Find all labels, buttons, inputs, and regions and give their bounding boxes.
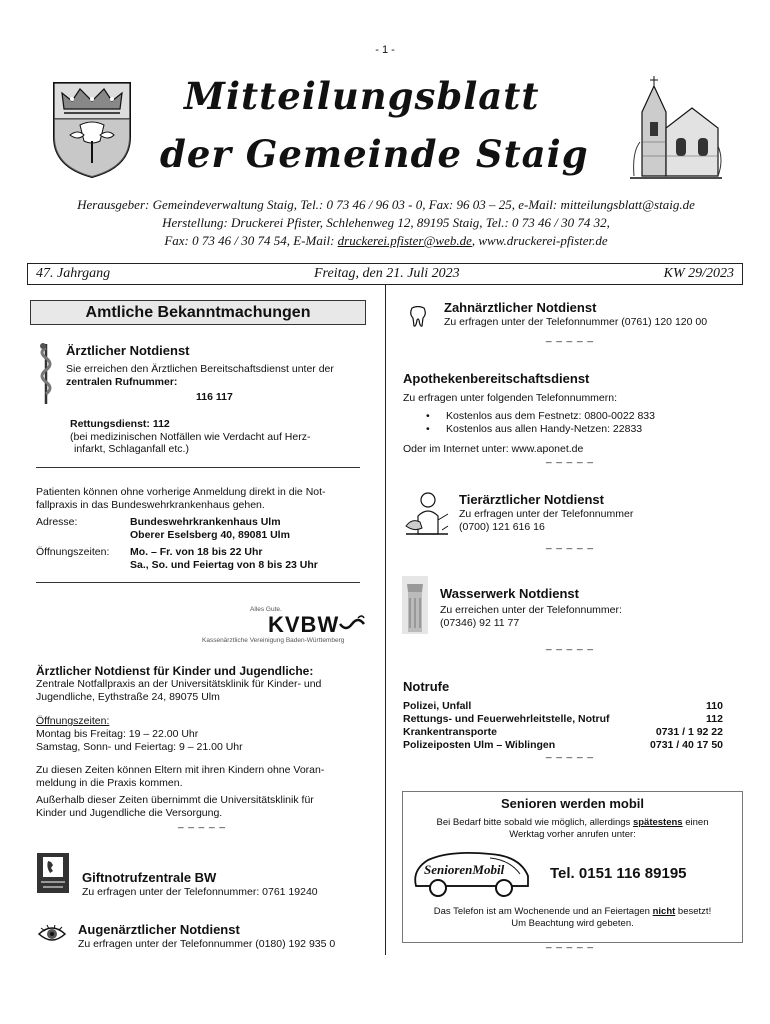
senioren-footer1-a: Das Telefon ist am Wochenende und an Feiertagen [433,906,653,917]
kinder-heading: Ärztlicher Notdienst für Kinder und Jugendliche: [36,664,314,678]
masthead-title-line2: der Gemeinde Staig [160,132,589,176]
kvbw-logo: KVBW [268,612,340,637]
kvbw-tagline: Alles Gute. [250,606,282,613]
senioren-heading: Senioren werden mobil [500,796,645,811]
rettungsdienst-text2: infarkt, Schlaganfall etc.) [74,443,189,455]
divider [36,582,360,583]
senioren-footer1-emphasis: nicht [652,906,676,917]
church-illustration-icon [628,72,724,182]
divider [36,467,360,468]
aerztlich-rufnummer-label: zentralen Rufnummer: [66,376,178,388]
separator: _ _ _ _ _ [178,818,226,829]
coat-of-arms-icon [50,79,134,179]
apotheke-web: Oder im Internet unter: www.aponet.de [403,443,584,455]
volume-label: 47. Jahrgang [36,266,111,281]
publisher-website: , www.druckerei-pfister.de [471,233,608,248]
water-tower-icon [402,576,428,634]
notruf-label: Polizeiposten Ulm – Wiblingen [403,739,556,751]
aerztlich-text: Sie erreichen den Ärztlichen Bereitschaftsdienst unter der [66,363,334,375]
senioren-car-label: SeniorenMobil [424,862,505,877]
notruf-row [403,713,723,726]
notruf-label: Polizei, Unfall [403,700,472,712]
notruf-number: 0731 / 1 92 22 [655,726,723,738]
gift-heading: Giftnotrufzentrale BW [82,870,217,885]
praxis-text2: fallpraxis in das Bundeswehrkrankenhaus gehen. [36,499,265,511]
kvbw-logo-swoosh-icon [338,612,366,634]
kvbw-subtitle: Kassenärztliche Vereinigung Baden-Württemberg [202,637,345,644]
senioren-footer1-c: besetzt! [675,906,712,917]
zeiten-line2: Sa., So. und Feiertag von 8 bis 23 Uhr [130,559,318,571]
rettungsdienst-title: Rettungsdienst: 112 [70,418,170,430]
kinder-zeiten-label: Öffnungszeiten: [36,715,110,727]
senioren-text1-a: Bei Bedarf bitte sobald wie möglich, allerdings [436,817,633,828]
eye-icon [37,924,67,944]
poison-hotline-phone-icon [37,853,69,893]
publisher-line2: Herstellung: Druckerei Pfister, Schlehenweg 12, 89195 Staig, Tel.: 0 73 46 / 30 74 32, [162,215,610,230]
kinder-paragraph2-cont: Kinder und Jugendliche die Versorgung. [36,807,223,819]
separator: _ _ _ _ _ [546,748,594,759]
apotheke-heading: Apothekenbereitschaftsdienst [403,371,590,386]
notruf-number: 112 [706,713,723,725]
zeiten-label: Öffnungszeiten: [36,546,110,558]
gift-text: Zu erfragen unter der Telefonnummer: 0761 19240 [82,886,318,898]
medical-staff-icon [36,340,56,406]
publisher-fax: Fax: 0 73 46 / 30 74 54, E-Mail: [164,233,338,248]
separator: _ _ _ _ _ [546,938,594,949]
separator: _ _ _ _ _ [546,453,594,464]
apotheke-text: Zu erfragen unter folgenden Telefonnummern: [403,392,618,404]
issue-info-bar [27,263,743,285]
notruf-row [403,700,723,713]
senioren-text1 [402,817,743,828]
senioren-text2: Werktag vorher anrufen unter: [509,829,636,840]
veterinarian-icon [404,490,450,536]
adresse-label: Adresse: [36,516,78,528]
separator: _ _ _ _ _ [546,640,594,651]
tooth-icon [409,306,427,328]
list-item: • Kostenlos aus dem Festnetz: 0800-0022 833 [446,410,655,423]
tier-text2: (0700) 121 616 16 [459,521,545,533]
separator: _ _ _ _ _ [546,332,594,343]
section-title: Amtliche Bekanntmachungen [30,300,366,325]
tier-heading: Tierärztlicher Notdienst [459,492,604,507]
augen-text: Zu erfragen unter der Telefonnummer (0180) 192 935 0 [78,938,336,950]
tier-text1: Zu erfragen unter der Telefonnummer [459,508,634,520]
calendar-week: KW 29/2023 [663,266,734,281]
senioren-text1-c: einen [682,817,709,828]
notrufe-heading: Notrufe [403,679,450,694]
separator: _ _ _ _ _ [546,539,594,550]
notruf-label: Krankentransporte [403,726,497,738]
kinder-paragraph1-cont: meldung in die Praxis kommen. [36,777,183,789]
notruf-row [403,726,723,739]
publisher-email-link[interactable]: druckerei.pfister@web.de [337,233,472,248]
zahn-heading: Zahnärztlicher Notdienst [444,300,597,315]
senioren-phone: Tel. 0151 116 89195 [550,865,687,882]
publisher-line1: Herausgeber: Gemeindeverwaltung Staig, Tel.: 0 73 46 / 96 03 - 0, Fax: 96 03 – 25, e-Mail: mitteilungsblatt@staig.de [77,197,695,212]
zahn-text: Zu erfragen unter der Telefonnummer (0761) 120 120 00 [444,316,708,328]
senioren-footer2: Um Beachtung wird gebeten. [511,918,634,929]
notruf-number: 0731 / 40 17 50 [650,739,723,751]
notrufe-list [403,700,723,752]
senioren-text1-emphasis: spätestens [632,817,683,828]
aerztlich-number: 116 117 [196,391,233,403]
wasser-text2: (07346) 92 11 77 [440,617,520,629]
praxis-text1: Patienten können ohne vorherige Anmeldung direkt in die Not- [36,486,326,498]
kinder-text1: Zentrale Notfallpraxis an der Universitätsklinik für Kinder- und [36,678,322,690]
adresse-line1: Bundeswehrkrankenhaus Ulm [130,516,281,528]
zeiten-line1: Mo. – Fr. von 18 bis 22 Uhr [130,546,263,558]
masthead-title-line1: Mitteilungsblatt [184,74,540,118]
kinder-paragraph2: Außerhalb dieser Zeiten übernimmt die Universitätsklinik für [36,794,314,806]
rettungsdienst-text1: (bei medizinischen Notfällen wie Verdacht auf Herz- [70,431,311,443]
notruf-label: Rettungs- und Feuerwehrleitstelle, Notruf [403,713,610,725]
wasser-text1: Zu erreichen unter der Telefonnummer: [440,604,622,616]
senioren-footer1 [402,906,743,917]
adresse-line2: Oberer Eselsberg 40, 89081 Ulm [130,529,290,541]
kinder-zeiten2: Samstag, Sonn- und Feiertag: 9 – 21.00 Uhr [36,741,243,753]
kinder-zeiten1: Montag bis Freitag: 19 – 22.00 Uhr [36,728,199,740]
notruf-number: 110 [706,700,723,712]
augen-heading: Augenärztlicher Notdienst [78,922,240,937]
publisher-line3 [30,232,742,250]
issue-date: Freitag, den 21. Juli 2023 [314,266,460,281]
column-divider [385,285,386,955]
wasser-heading: Wasserwerk Notdienst [440,586,579,601]
kinder-text2: Jugendliche, Eythstraße 24, 89075 Ulm [36,691,220,703]
list-item: • Kostenlos aus allen Handy-Netzen: 22833 [446,423,655,436]
apotheke-list [446,410,655,436]
page-number: - 1 - [375,44,395,56]
kinder-paragraph1: Zu diesen Zeiten können Eltern mit ihren Kindern ohne Voran- [36,764,325,776]
aerztlich-heading: Ärztlicher Notdienst [66,343,190,358]
